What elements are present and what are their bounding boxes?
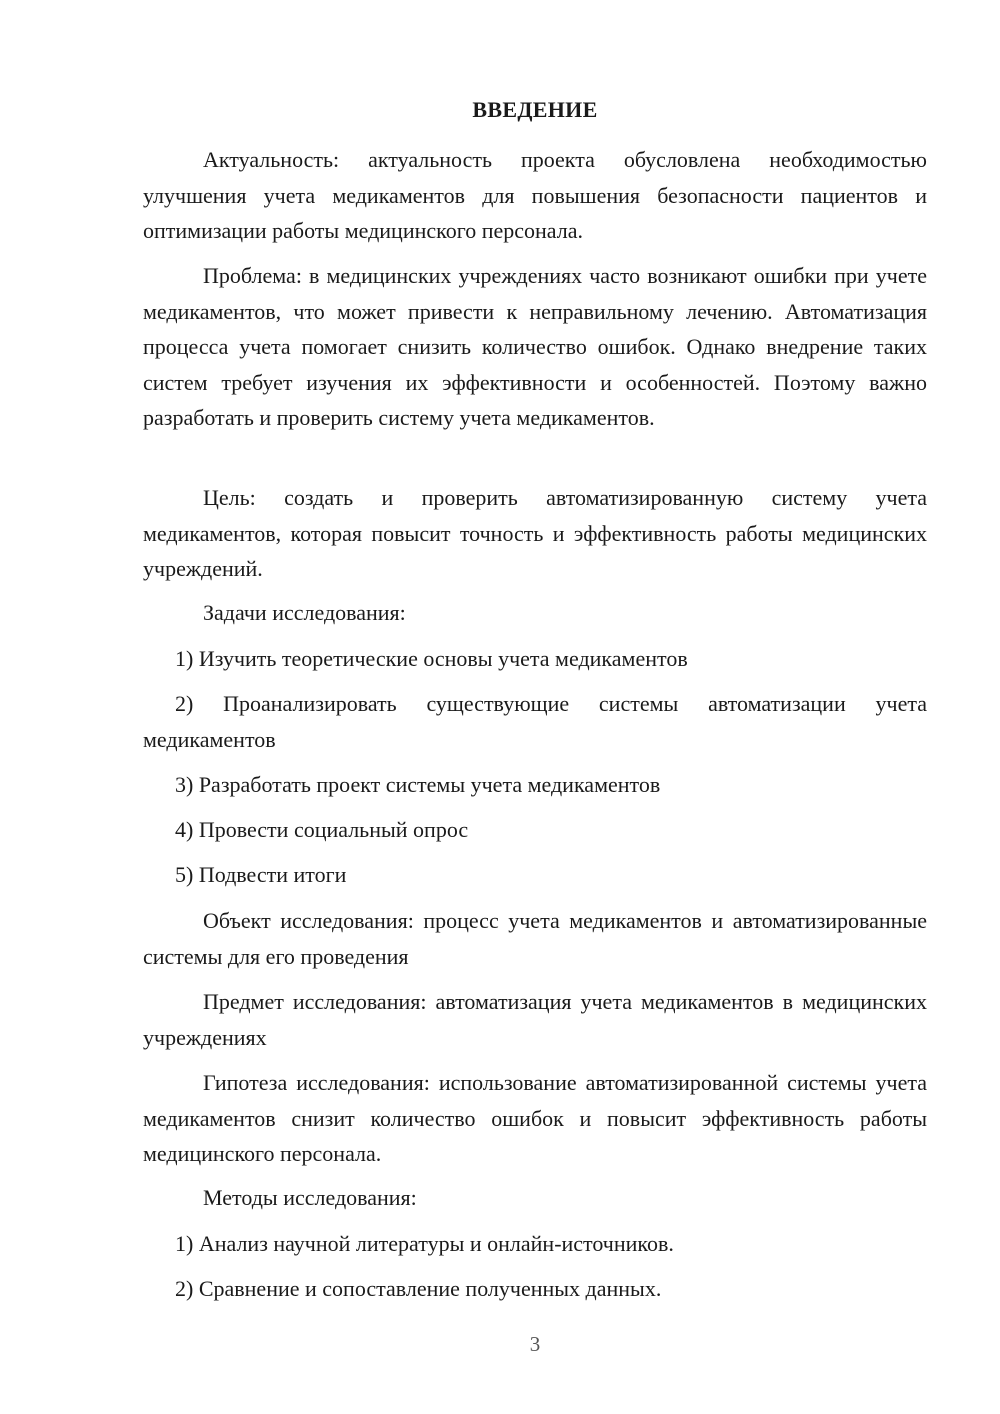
section-heading: ВВЕДЕНИЕ	[472, 97, 598, 122]
task-item: 2) Проанализировать существующие системы автоматизации учета медикаментов	[143, 691, 927, 752]
goal-paragraph: Цель: создать и проверить автоматизированную систему учета медикаментов, которая повысит точность и эффективность работы медицинских учреждений.	[143, 485, 927, 581]
hypothesis-paragraph: Гипотеза исследования: использование автоматизированной системы учета медикаментов снизит количество ошибок и повысит эффективность работы медицинского персонала.	[143, 1070, 927, 1166]
task-item: 5) Подвести итоги	[175, 862, 347, 887]
page-number: 3	[529, 1332, 541, 1356]
methods-heading: Методы исследования:	[203, 1185, 417, 1210]
method-item: 1) Анализ научной литературы и онлайн-источников.	[175, 1231, 674, 1256]
task-item: 3) Разработать проект системы учета медикаментов	[175, 772, 661, 797]
relevance-paragraph: Актуальность: актуальность проекта обусловлена необходимостью улучшения учета медикаментов для повышения безопасности пациентов и оптимизации работы медицинского персонала.	[143, 147, 927, 243]
task-item: 1) Изучить теоретические основы учета медикаментов	[175, 646, 688, 671]
method-item: 2) Сравнение и сопоставление полученных данных.	[175, 1276, 662, 1301]
task-item: 4) Провести социальный опрос	[175, 817, 469, 842]
subject-paragraph: Предмет исследования: автоматизация учета медикаментов в медицинских учреждениях	[143, 989, 927, 1050]
problem-paragraph: Проблема: в медицинских учреждениях часто возникают ошибки при учете медикаментов, что может привести к неправильному лечению. Автоматизация процесса учета помогает снизить количество ошибок. Однако внедрение таких систем требует изучения их эффективности и особенностей. Поэтому важно разработать и проверить систему учета медикаментов.	[143, 263, 927, 430]
object-paragraph: Объект исследования: процесс учета медикаментов и автоматизированные системы для его проведения	[143, 908, 927, 969]
tasks-heading: Задачи исследования:	[203, 600, 406, 625]
